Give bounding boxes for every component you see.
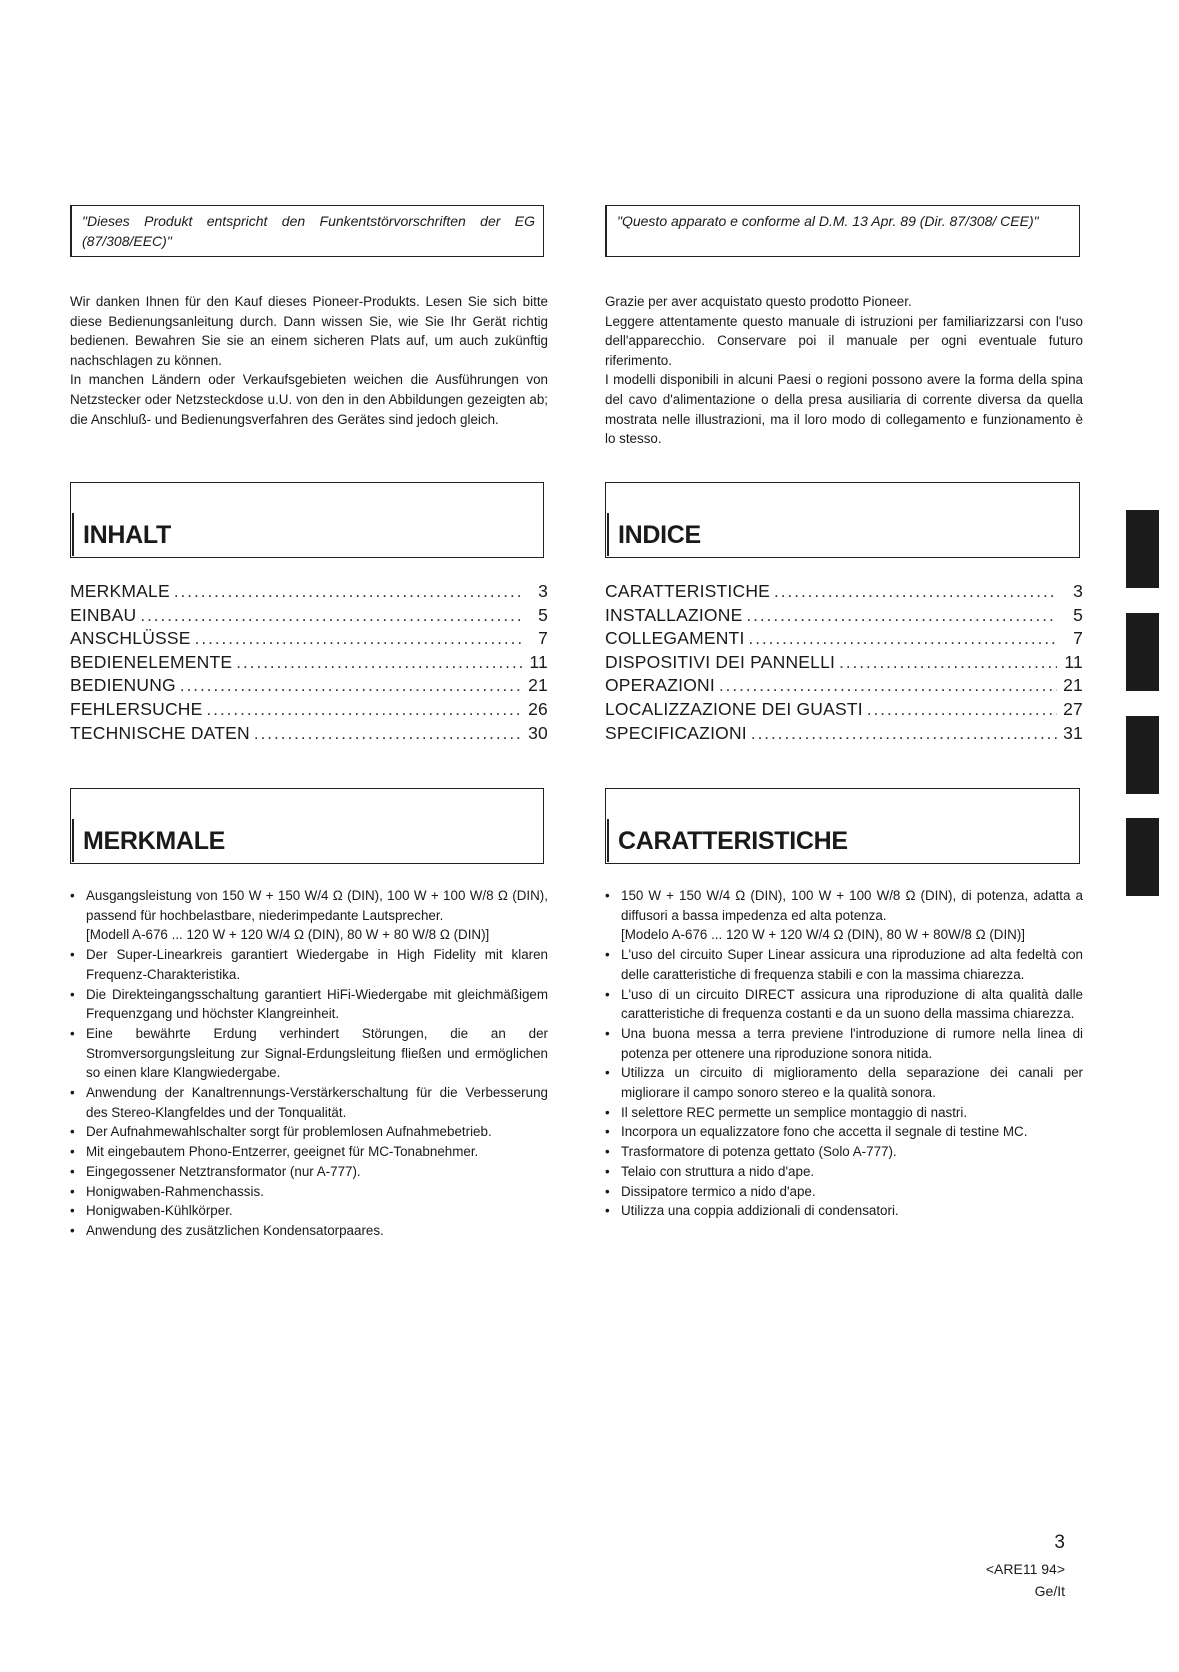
- toc-entry-label: BEDIENELEMENTE: [70, 651, 233, 672]
- feature-text: Incorpora un equalizzatore fono che accetta il segnale di testine MC.: [621, 1124, 1028, 1140]
- bullet-icon: •: [70, 1163, 75, 1179]
- toc-leader: [195, 627, 522, 651]
- toc-entry[interactable]: [70, 580, 548, 604]
- feature-text: Anwendung des zusätzlichen Kondensatorpaares.: [86, 1222, 384, 1238]
- toc-entry-label: EINBAU: [70, 604, 137, 625]
- toc-entry-page: 5: [1073, 604, 1083, 625]
- toc-leader: [236, 651, 522, 675]
- feature-item: [70, 1122, 548, 1142]
- toc-entry-page: 21: [528, 675, 548, 696]
- bullet-icon: •: [605, 947, 610, 963]
- feature-text: Dissipatore termico a nido d'ape.: [621, 1183, 816, 1199]
- toc-entry-label: OPERAZIONI: [605, 675, 715, 696]
- toc-entry-label: DISPOSITIVI DEI PANNELLI: [605, 651, 836, 672]
- language-tab-marker: [1126, 613, 1159, 691]
- italian-features-heading: CARATTERISTICHE: [618, 827, 848, 855]
- toc-entry-label: INSTALLAZIONE: [605, 604, 743, 625]
- toc-entry-label: MERKMALE: [70, 581, 170, 601]
- bullet-icon: •: [605, 1124, 610, 1140]
- german-features-heading-box: [70, 788, 544, 864]
- toc-leader: [774, 580, 1057, 604]
- feature-text: 150 W + 150 W/4 Ω (DIN), 100 W + 100 W/8 Ω (DIN), di potenza, adatta a diffusori a bassa impedenza ed alta potenza.: [621, 888, 1083, 923]
- toc-entry[interactable]: [605, 604, 1083, 628]
- feature-item: [605, 1103, 1083, 1123]
- german-toc-heading-box: [70, 482, 544, 558]
- toc-entry-page: 3: [1073, 581, 1083, 601]
- toc-entry-label: BEDIENUNG: [70, 675, 176, 696]
- italian-features-heading-box: [605, 788, 1080, 864]
- toc-entry-page: 31: [1063, 722, 1083, 743]
- bullet-icon: •: [70, 888, 75, 903]
- german-features-heading: MERKMALE: [83, 827, 226, 855]
- italian-toc: [605, 580, 1083, 745]
- heading-rule: [607, 513, 609, 556]
- toc-entry[interactable]: [70, 627, 548, 651]
- bullet-icon: •: [605, 1025, 610, 1041]
- feature-item: [70, 1201, 548, 1221]
- toc-leader: [749, 627, 1057, 651]
- feature-item: [605, 1201, 1083, 1221]
- language-codes: Ge/It: [1034, 1583, 1065, 1599]
- toc-entry-label: FEHLERSUCHE: [70, 698, 203, 719]
- toc-leader: [174, 580, 522, 604]
- feature-text: Trasformatore di potenza gettato (Solo A-777).: [621, 1144, 897, 1160]
- italian-intro-paragraph: Grazie per aver acquistato questo prodotto Pioneer.: [605, 294, 912, 309]
- feature-item: [70, 1162, 548, 1182]
- feature-text: Telaio con struttura a nido d'ape.: [621, 1163, 815, 1179]
- italian-intro-paragraph: Leggere attentamente questo manuale di istruzioni per familiarizzarsi con l'uso dell'apparecchio. Conservare poi il manuale per ogni eventuale futuro riferimento.: [605, 313, 1083, 368]
- feature-text: Eine bewährte Erdung verhindert Störungen, die an der Stromversorgungsleitung zur Signal-Erdungsleitung fließen und ermöglichen so einen klare Klangwiedergabe.: [86, 1025, 548, 1081]
- toc-leader: [839, 651, 1057, 675]
- toc-entry[interactable]: [70, 651, 548, 675]
- toc-leader: [746, 604, 1057, 628]
- feature-item: [605, 945, 1083, 984]
- toc-entry-page: 5: [538, 604, 548, 625]
- bullet-icon: •: [70, 1085, 75, 1101]
- toc-entry-label: COLLEGAMENTI: [605, 628, 745, 649]
- toc-entry[interactable]: [605, 698, 1083, 722]
- toc-entry[interactable]: [605, 674, 1083, 698]
- toc-entry-page: 7: [538, 628, 548, 649]
- heading-rule: [607, 819, 609, 862]
- feature-text: [Modelo A-676 ... 120 W + 120 W/4 Ω (DIN), 80 W + 80W/8 Ω (DIN)]: [621, 927, 1026, 943]
- toc-entry[interactable]: [605, 722, 1083, 746]
- bullet-icon: •: [70, 1144, 75, 1160]
- feature-text: Ausgangsleistung von 150 W + 150 W/4 Ω (DIN), 100 W + 100 W/8 Ω (DIN), passend für hochbelastbare, niederimpedante Lautsprecher.: [86, 888, 548, 923]
- bullet-icon: •: [605, 1183, 610, 1199]
- italian-emc-notice: "Questo apparato e conforme al D.M. 13 Apr. 89 (Dir. 87/308/ CEE)": [605, 205, 1080, 257]
- italian-toc-heading: INDICE: [618, 521, 701, 549]
- italian-intro-paragraph: I modelli disponibili in alcuni Paesi o regioni possono avere la forma della spina del cavo d'alimentazione o della presa ausiliaria di corrente diversa da quella mostrata nelle illustrazioni, ma il loro modo di collegamento e funzionamento è lo stesso.: [605, 372, 1083, 447]
- bullet-icon: •: [70, 1025, 75, 1041]
- toc-entry-label: ANSCHLÜSSE: [70, 628, 191, 649]
- feature-text: Utilizza una coppia addizionali di condensatori.: [621, 1203, 899, 1219]
- toc-leader: [254, 722, 522, 746]
- toc-entry[interactable]: [70, 604, 548, 628]
- feature-item: [70, 1221, 548, 1241]
- language-tab-marker: [1126, 818, 1159, 896]
- toc-entry[interactable]: [70, 674, 548, 698]
- feature-text: Eingegossener Netztransformator (nur A-777).: [86, 1163, 361, 1179]
- feature-text: Honigwaben-Kühlkörper.: [86, 1203, 233, 1219]
- toc-entry-page: 26: [528, 698, 548, 719]
- feature-item: [605, 925, 1083, 945]
- heading-rule: [72, 819, 74, 862]
- language-tab-marker: [1126, 510, 1159, 588]
- feature-item: [70, 1024, 548, 1083]
- bullet-icon: •: [70, 1203, 75, 1219]
- feature-text: Anwendung der Kanaltrennungs-Verstärkerschaltung für die Verbesserung des Stereo-Klangfeldes und der Tonqualität.: [86, 1085, 548, 1120]
- bullet-icon: •: [70, 947, 75, 963]
- feature-item: [605, 1182, 1083, 1202]
- bullet-icon: •: [70, 1183, 75, 1199]
- toc-entry-label: CARATTERISTICHE: [605, 581, 771, 601]
- italian-intro: [605, 292, 1083, 449]
- italian-features-list: [605, 886, 1083, 1221]
- toc-leader: [751, 722, 1057, 746]
- german-intro-paragraph: In manchen Ländern oder Verkaufsgebieten weichen die Ausführungen von Netzstecker oder Netzsteckdose u.U. von den in den Abbildungen gezeigten ab; die Anschluß- und Bedienungsverfahren des Gerätes sind jedoch gleich.: [70, 372, 548, 427]
- toc-entry[interactable]: [605, 627, 1083, 651]
- feature-text: Utilizza un circuito di miglioramento della separazione dei canali per migliorare il campo sonoro stereo e la qualità sonora.: [621, 1065, 1083, 1101]
- feature-item: [70, 985, 548, 1024]
- toc-entry-label: LOCALIZZAZIONE DEI GUASTI: [605, 698, 863, 719]
- toc-entry[interactable]: [70, 698, 548, 722]
- feature-item: [605, 886, 1083, 925]
- feature-item: [605, 1142, 1083, 1162]
- toc-entry-page: 27: [1063, 698, 1083, 719]
- german-intro: [70, 292, 548, 429]
- toc-leader: [180, 674, 522, 698]
- feature-text: Honigwaben-Rahmenchassis.: [86, 1183, 264, 1199]
- toc-leader: [867, 698, 1057, 722]
- german-toc-heading: INHALT: [83, 521, 171, 549]
- toc-entry[interactable]: [605, 580, 1083, 604]
- feature-text: Der Super-Linearkreis garantiert Wiedergabe in High Fidelity mit klaren Frequenz-Charakteristika.: [86, 947, 548, 982]
- heading-rule: [72, 513, 74, 556]
- feature-text: Una buona messa a terra previene l'introduzione di rumore nella linea di potenza per ottenere una riproduzione sonora nitida.: [621, 1025, 1083, 1061]
- feature-text: L'uso di un circuito DIRECT assicura una riproduzione di alta qualità dalle caratteristiche di frequenza costanti e da un suono della massima chiarezza.: [621, 986, 1083, 1022]
- toc-entry-label: SPECIFICAZIONI: [605, 722, 747, 743]
- feature-text: Mit eingebautem Phono-Entzerrer, geeignet für MC-Tonabnehmer.: [86, 1144, 479, 1160]
- bullet-icon: •: [605, 1163, 610, 1179]
- toc-entry-page: 11: [529, 651, 548, 672]
- feature-item: [605, 1063, 1083, 1102]
- bullet-icon: •: [605, 1104, 610, 1120]
- bullet-icon: •: [605, 1144, 610, 1160]
- feature-text: [Modell A-676 ... 120 W + 120 W/4 Ω (DIN), 80 W + 80 W/8 Ω (DIN)]: [86, 927, 490, 943]
- bullet-icon: •: [605, 1065, 610, 1081]
- feature-item: [605, 1122, 1083, 1142]
- toc-entry-page: 21: [1063, 675, 1083, 696]
- feature-item: [605, 985, 1083, 1024]
- bullet-icon: •: [605, 986, 610, 1002]
- toc-leader: [719, 674, 1057, 698]
- toc-entry[interactable]: [70, 722, 548, 746]
- feature-item: [70, 945, 548, 984]
- toc-leader: [207, 698, 522, 722]
- feature-item: [605, 1162, 1083, 1182]
- language-tab-marker: [1126, 716, 1159, 794]
- german-intro-paragraph: Wir danken Ihnen für den Kauf dieses Pioneer-Produkts. Lesen Sie sich bitte diese Bedienungsanleitung durch. Dann wissen Sie, wie Sie Ihr Gerät richtig bedienen. Bewahren Sie sie an einem sicheren Plats auf, um auch zukünftig nachschlagen zu können.: [70, 294, 548, 368]
- bullet-icon: •: [605, 1203, 610, 1219]
- document-code: <ARE11 94>: [985, 1561, 1065, 1577]
- feature-item: [70, 886, 548, 925]
- feature-item: [605, 1024, 1083, 1063]
- feature-text: L'uso del circuito Super Linear assicura una riproduzione ad alta fedeltà con delle caratteristiche di frequenza stabili e con la massima chiarezza.: [621, 947, 1083, 982]
- bullet-icon: •: [70, 986, 75, 1002]
- toc-entry[interactable]: [605, 651, 1083, 675]
- german-features-list: [70, 886, 548, 1241]
- bullet-icon: •: [605, 888, 610, 903]
- toc-leader: [140, 604, 522, 628]
- toc-entry-page: 3: [538, 581, 548, 601]
- feature-item: [70, 1083, 548, 1122]
- bullet-icon: •: [70, 1222, 75, 1238]
- feature-item: [70, 1182, 548, 1202]
- german-emc-notice: "Dieses Produkt entspricht den Funkentstörvorschriften der EG (87/308/EEC)": [70, 205, 544, 257]
- toc-entry-page: 7: [1073, 628, 1083, 649]
- toc-entry-page: 30: [528, 722, 548, 743]
- toc-entry-page: 11: [1064, 651, 1083, 672]
- feature-text: Der Aufnahmewahlschalter sorgt für problemlosen Aufnahmebetrieb.: [86, 1124, 492, 1140]
- italian-toc-heading-box: [605, 482, 1080, 558]
- feature-text: Die Direkteingangsschaltung garantiert HiFi-Wiedergabe mit gleichmäßigem Frequenzgang und höchster Klangreinheit.: [86, 986, 548, 1022]
- feature-item: [70, 1142, 548, 1162]
- german-toc: [70, 580, 548, 745]
- toc-entry-label: TECHNISCHE DATEN: [70, 722, 250, 743]
- feature-item: [70, 925, 548, 945]
- page-number: 3: [1054, 1532, 1065, 1553]
- bullet-icon: •: [70, 1124, 75, 1140]
- feature-text: Il selettore REC permette un semplice montaggio di nastri.: [621, 1104, 968, 1120]
